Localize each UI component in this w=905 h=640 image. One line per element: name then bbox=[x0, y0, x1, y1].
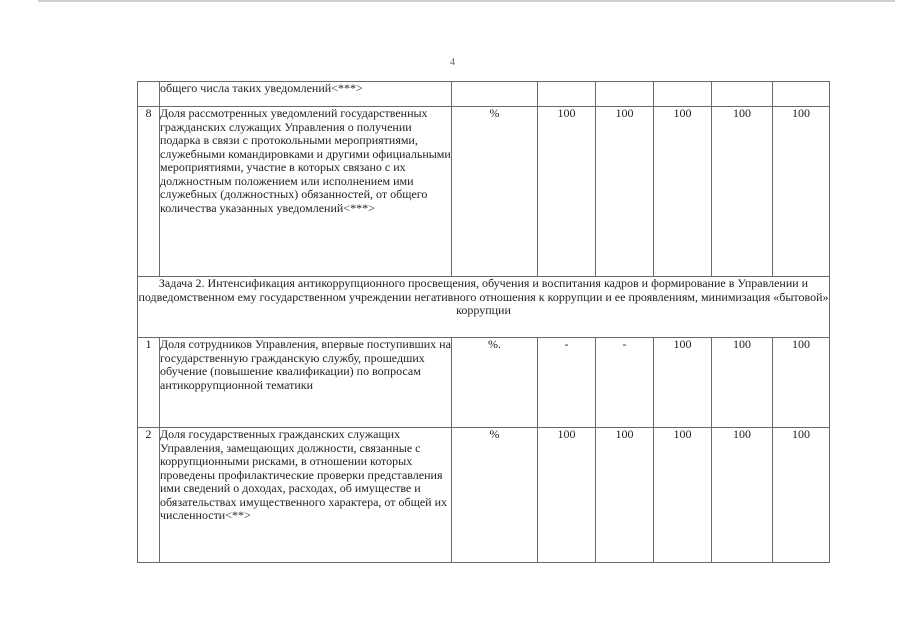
table-row bbox=[138, 82, 830, 107]
page-number: 4 bbox=[450, 57, 455, 68]
value-cell: - bbox=[596, 338, 654, 428]
unit-cell bbox=[452, 82, 538, 107]
indicator-name: Доля государственных гражданских служащих Управления, замещающих должности, связанные с коррупционными рисками, в отношении которых проведены профилактические проверки представления ими сведений о доходах, расходах, об имуществе и обязательствах имущественного характера, от общей их численности<**> bbox=[160, 428, 452, 563]
value-cell bbox=[538, 82, 596, 107]
task-heading: Задача 2. Интенсификация антикоррупционного просвещения, обучения и воспитания кадров и формирование в Управлении и подведомственном ему государственном учреждении негативного отношения к коррупции и ее проявлениям, минимизация «бытовой» коррупции bbox=[138, 277, 830, 338]
table-row bbox=[138, 338, 830, 428]
value-cell bbox=[654, 82, 712, 107]
value-cell: 100 bbox=[538, 107, 596, 277]
value-cell: 100 bbox=[712, 338, 773, 428]
row-number: 1 bbox=[138, 338, 160, 428]
value-cell bbox=[712, 82, 773, 107]
value-cell: 100 bbox=[773, 107, 830, 277]
task-row bbox=[138, 277, 830, 338]
value-cell: 100 bbox=[538, 428, 596, 563]
row-number bbox=[138, 82, 160, 107]
value-cell: 100 bbox=[654, 428, 712, 563]
indicator-name: Доля рассмотренных уведомлений государственных гражданских служащих Управления о получении подарка в связи с протокольными мероприятиями, служебными командировками и другими официальными мероприятиями, участие в которых связано с их должностным положением или исполнением ими служебных (должностных) обязанностей, от общего количества указанных уведомлений<***> bbox=[160, 107, 452, 277]
value-cell: 100 bbox=[773, 338, 830, 428]
row-number: 2 bbox=[138, 428, 160, 563]
table-row bbox=[138, 428, 830, 563]
value-cell: 100 bbox=[712, 107, 773, 277]
value-cell: 100 bbox=[596, 107, 654, 277]
scan-top-edge bbox=[38, 0, 895, 2]
indicators-table bbox=[137, 81, 830, 563]
value-cell: 100 bbox=[596, 428, 654, 563]
value-cell: 100 bbox=[773, 428, 830, 563]
table-row bbox=[138, 107, 830, 277]
value-cell: - bbox=[538, 338, 596, 428]
value-cell: 100 bbox=[654, 107, 712, 277]
unit-cell: % bbox=[452, 107, 538, 277]
row-number: 8 bbox=[138, 107, 160, 277]
indicator-name: общего числа таких уведомлений<***> bbox=[160, 82, 452, 107]
indicator-name: Доля сотрудников Управления, впервые поступивших на государственную гражданскую службу, прошедших обучение (повышение квалификации) по вопросам антикоррупционной тематики bbox=[160, 338, 452, 428]
value-cell bbox=[596, 82, 654, 107]
unit-cell: % bbox=[452, 428, 538, 563]
value-cell: 100 bbox=[712, 428, 773, 563]
unit-cell: %. bbox=[452, 338, 538, 428]
value-cell: 100 bbox=[654, 338, 712, 428]
value-cell bbox=[773, 82, 830, 107]
